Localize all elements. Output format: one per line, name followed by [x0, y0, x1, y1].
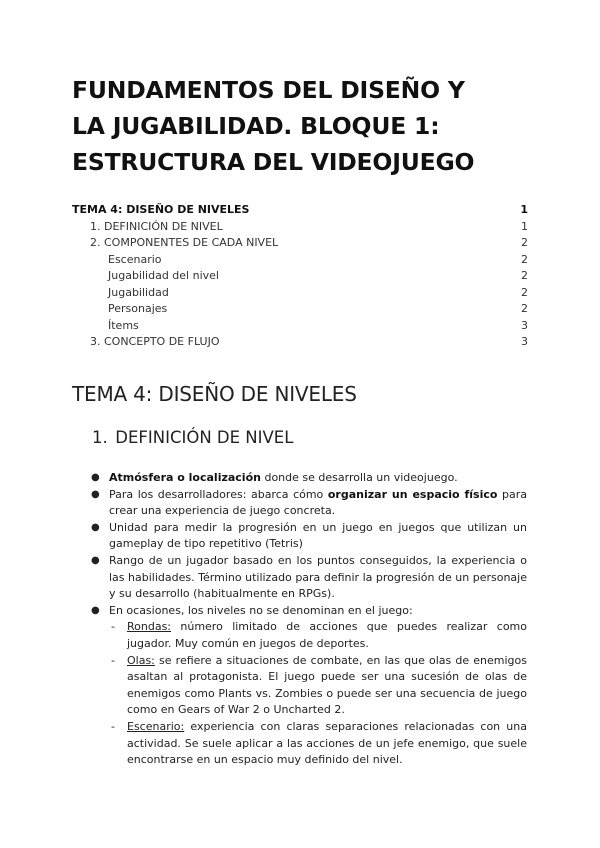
toc-entry-page: 2 [521, 285, 528, 299]
table-of-contents [72, 202, 528, 351]
section-heading: TEMA 4: DISEÑO DE NIVELES [72, 382, 357, 406]
item-text: se refiere a situaciones de combate, en las que olas de enemigos asaltan al protagonista. El juego puede ser una sucesión de olas de enemigos como Plants vs. Zombies o puede ser una secuencia de juego como en Gears of War 2 o Uncharted 2. [127, 653, 527, 717]
toc-entry-page: 2 [521, 236, 528, 249]
list-item [91, 470, 527, 487]
toc-entry[interactable] [72, 252, 528, 269]
subsection-title: DEFINICIÓN DE NIVEL [115, 428, 294, 447]
toc-entry[interactable] [72, 268, 528, 285]
toc-entry-text: Escenario [108, 252, 162, 266]
toc-entry-page: 3 [521, 318, 528, 332]
item-text: para crear una experiencia de juego concreta. [109, 487, 528, 518]
term-label: Escenario: [127, 719, 185, 733]
bullet-icon: ● [91, 521, 100, 533]
bullet-icon: ● [91, 472, 100, 483]
bullet-list [91, 470, 527, 619]
section-body [91, 470, 527, 769]
bullet-icon: ● [91, 488, 100, 500]
list-item [91, 603, 527, 620]
title-line-3: ESTRUCTURA DEL VIDEOJUEGO [72, 148, 475, 176]
list-item [91, 487, 527, 520]
toc-entry[interactable] [72, 285, 528, 302]
toc-entry[interactable] [72, 318, 528, 335]
toc-entry-page: 2 [521, 252, 528, 266]
toc-entry[interactable] [72, 235, 528, 252]
toc-entry[interactable] [72, 219, 528, 236]
title-line-2: LA JUGABILIDAD. BLOQUE 1: [72, 112, 440, 140]
toc-entry-text: Ítems [108, 318, 139, 332]
item-text: experiencia con claras separaciones relacionadas con una actividad. Se suele aplicar a las acciones de un jefe enemigo, que suele encontrarse en un espacio muy definido del nivel. [127, 719, 527, 767]
toc-entry-page: 2 [521, 269, 528, 282]
toc-entry-text: Jugabilidad [108, 285, 169, 299]
document-title [72, 72, 542, 180]
toc-entry-text: Personajes [108, 302, 168, 315]
term-label: Olas: [127, 653, 155, 667]
toc-entry-text: 2. COMPONENTES DE CADA NIVEL [90, 236, 279, 249]
toc-entry-text: 3. CONCEPTO DE FLUJO [90, 335, 220, 348]
toc-entry-page: 1 [521, 219, 528, 233]
toc-entry-page: 3 [521, 335, 528, 348]
list-item [91, 553, 527, 603]
item-text: Para los desarrolladores: abarca cómo [109, 487, 328, 501]
list-item [91, 520, 527, 553]
bullet-icon: ● [91, 604, 100, 616]
bold-text: Atmósfera o localización [109, 471, 261, 484]
term-label: Rondas: [127, 620, 172, 634]
dash-icon: - [111, 653, 115, 667]
subsection-number: 1. [92, 428, 108, 447]
sub-list-item [91, 619, 527, 652]
toc-entry-page: 2 [521, 302, 528, 315]
subsection-heading [92, 428, 293, 447]
dash-icon: - [111, 719, 115, 733]
bold-text: organizar un espacio físico [327, 487, 498, 501]
toc-entry-text: 1. DEFINICIÓN DE NIVEL [90, 219, 223, 233]
item-text: número limitado de acciones que puedes realizar como jugador. Muy común en juegos de deportes. [127, 620, 527, 650]
sub-list-item [91, 719, 527, 769]
sub-list [91, 619, 527, 768]
toc-entry[interactable] [72, 301, 528, 318]
dash-icon: - [111, 620, 115, 634]
toc-entry-page: 1 [520, 203, 528, 216]
item-text: donde se desarrolla un videojuego. [260, 471, 458, 484]
bullet-icon: ● [91, 554, 100, 566]
toc-entry-text: TEMA 4: DISEÑO DE NIVELES [72, 203, 250, 216]
item-text: Unidad para medir la progresión en un juego en juegos que utilizan un gameplay de tipo repetitivo (Tetris) [109, 520, 527, 551]
item-text: En ocasiones, los niveles no se denominan en el juego: [109, 603, 413, 617]
item-text: Rango de un jugador basado en los puntos conseguidos, la experiencia o las habilidades. Término utilizado para definir la progresión de un personaje y su desarrollo (habitualmente en RPGs). [109, 553, 527, 601]
toc-entry-text: Jugabilidad del nivel [108, 269, 219, 282]
sub-list-item [91, 653, 527, 719]
toc-entry[interactable] [72, 334, 528, 351]
toc-entry[interactable] [72, 202, 528, 219]
title-line-1: FUNDAMENTOS DEL DISEÑO Y [72, 76, 465, 104]
